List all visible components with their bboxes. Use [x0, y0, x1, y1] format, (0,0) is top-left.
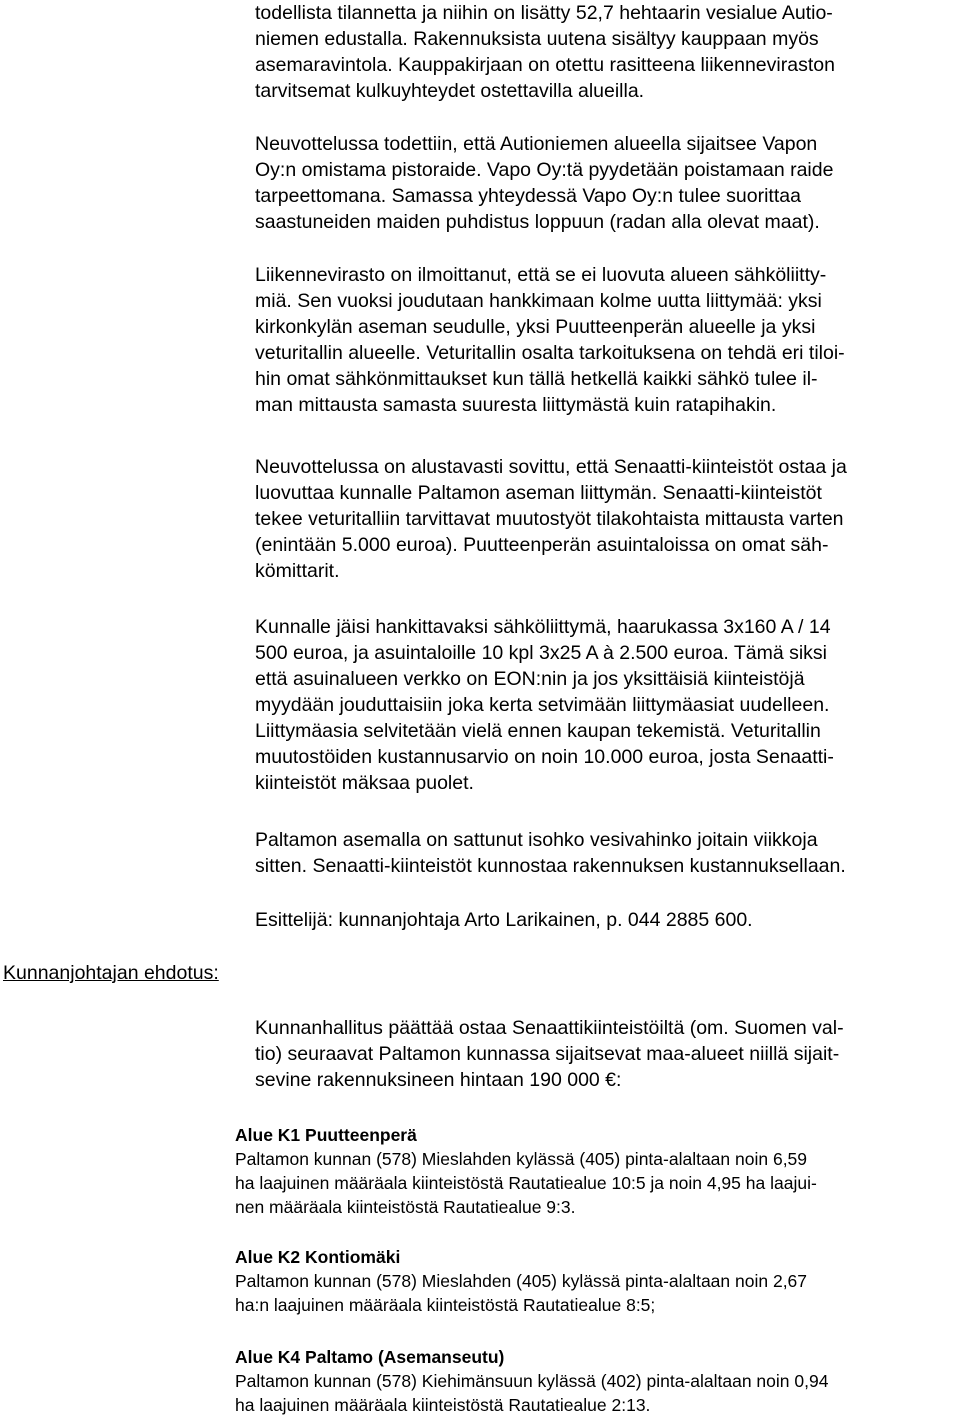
text-line: ha laajuinen määräala kiinteistöstä Rautatiealue 10:5 ja noin 4,95 ha laajui-: [235, 1173, 817, 1193]
text-line: todellista tilannetta ja niihin on lisätty 52,7 hehtaarin vesialue Autio-: [255, 2, 833, 24]
text-line: sitten. Senaatti-kiinteistöt kunnostaa rakennuksen kustannuksellaan.: [255, 855, 846, 877]
paragraph-vapo-track: [255, 131, 957, 235]
text-line: Neuvottelussa todettiin, että Autioniemen alueella sijaitsee Vapon: [255, 133, 818, 155]
paragraph-land-area: [255, 0, 957, 104]
text-line: tekee veturitalliin tarvittavat muutostyöt tilakohtaista mittausta varten: [255, 508, 844, 530]
text-line: asemaravintola. Kauppakirjaan on otettu rasitteena liikenneviraston: [255, 54, 835, 76]
paragraph-presenter: [255, 907, 957, 933]
paragraph-senaatti-agreement: [255, 454, 957, 584]
area-k4: [235, 1345, 957, 1417]
text-line: ha:n laajuinen määräala kiinteistöstä Rautatiealue 8:5;: [235, 1295, 656, 1315]
text-line: luovuttaa kunnalle Paltamon aseman liittymän. Senaatti-kiinteistöt: [255, 482, 822, 504]
text-line: 500 euroa, ja asuintaloille 10 kpl 3x25 A à 2.500 euroa. Tämä siksi: [255, 642, 828, 664]
text-line: tio) seuraavat Paltamon kunnassa sijaitsevat maa-alueet niillä sijait-: [255, 1043, 840, 1065]
paragraph-decision: [255, 1015, 957, 1093]
text-line: Liikennevirasto on ilmoittanut, että se ei luovuta alueen sähköliitty-: [255, 264, 827, 286]
text-line: myydään jouduttaisiin joka kerta setvimään liittymäasiat uudelleen.: [255, 694, 830, 716]
text-line: Paltamon kunnan (578) Mieslahden (405) kylässä pinta-alaltaan noin 2,67: [235, 1271, 808, 1291]
text-line: että asuinalueen verkko on EON:nin ja jos yksittäisiä kiinteistöjä: [255, 668, 805, 690]
text-line: kömittarit.: [255, 560, 340, 582]
text-line: Paltamon kunnan (578) Mieslahden kylässä (405) pinta-alaltaan noin 6,59: [235, 1149, 808, 1169]
text-line: ha laajuinen määräala kiinteistöstä Rautatiealue 2:13.: [235, 1395, 651, 1415]
text-line: tarvitsemat kulkuyhteydet ostettavilla alueilla.: [255, 80, 645, 102]
area-title: Alue K1 Puutteenperä: [235, 1125, 417, 1145]
text-line: Paltamon kunnan (578) Kiehimänsuun kylässä (402) pinta-alaltaan noin 0,94: [235, 1371, 829, 1391]
text-line: Oy:n omistama pistoraide. Vapo Oy:tä pyydetään poistamaan raide: [255, 159, 834, 181]
text-line: saastuneiden maiden puhdistus loppuun (radan alla olevat maat).: [255, 211, 820, 233]
text-line: kiinteistöt mäksaa puolet.: [255, 772, 474, 794]
paragraph-electricity-connections: [255, 262, 957, 418]
area-k2: [235, 1245, 957, 1317]
text-line: Kunnanhallitus päättää ostaa Senaattikiinteistöiltä (om. Suomen val-: [255, 1017, 844, 1039]
text-line: sevine rakennuksineen hintaan 190 000 €:: [255, 1069, 622, 1091]
proposal-label: Kunnanjohtajan ehdotus:: [3, 962, 219, 984]
text-line: (enintään 5.000 euroa). Puutteenperän asuintaloissa on omat säh-: [255, 534, 829, 556]
text-line: Liittymäasia selvitetään vielä ennen kaupan tekemistä. Veturitallin: [255, 720, 821, 742]
paragraph-municipal-connection: [255, 614, 957, 796]
text-line: Kunnalle jäisi hankittavaksi sähköliittymä, haarukassa 3x160 A / 14: [255, 616, 831, 638]
text-line: muutostöiden kustannusarvio on noin 10.000 euroa, josta Senaatti-: [255, 746, 834, 768]
text-line: Paltamon asemalla on sattunut isohko vesivahinko joitain viikkoja: [255, 829, 818, 851]
area-title: Alue K2 Kontiomäki: [235, 1247, 401, 1267]
area-title: Alue K4 Paltamo (Asemanseutu): [235, 1347, 505, 1367]
text-line: tarpeettomana. Samassa yhteydessä Vapo Oy:n tulee suorittaa: [255, 185, 801, 207]
text-line: niemen edustalla. Rakennuksista uutena sisältyy kauppaan myös: [255, 28, 819, 50]
text-line: miä. Sen vuoksi joudutaan hankkimaan kolme uutta liittymää: yksi: [255, 290, 822, 312]
paragraph-water-damage: [255, 827, 957, 879]
text-line: kirkonkylän aseman seudulle, yksi Puutteenperän alueelle ja yksi: [255, 316, 816, 338]
text-line: veturitallin alueelle. Veturitallin osalta tarkoituksena on tehdä eri tiloi-: [255, 342, 845, 364]
text-line: hin omat sähkönmittaukset kun tällä hetkellä kaikki sähkö tulee il-: [255, 368, 818, 390]
text-line: Neuvottelussa on alustavasti sovittu, että Senaatti-kiinteistöt ostaa ja: [255, 456, 847, 478]
text-line: Esittelijä: kunnanjohtaja Arto Larikainen, p. 044 2885 600.: [255, 909, 753, 931]
area-k1: [235, 1123, 957, 1219]
text-line: man mittausta samasta suuresta liittymästä kuin ratapihakin.: [255, 394, 777, 416]
text-line: nen määräala kiinteistöstä Rautatiealue 9:3.: [235, 1197, 576, 1217]
